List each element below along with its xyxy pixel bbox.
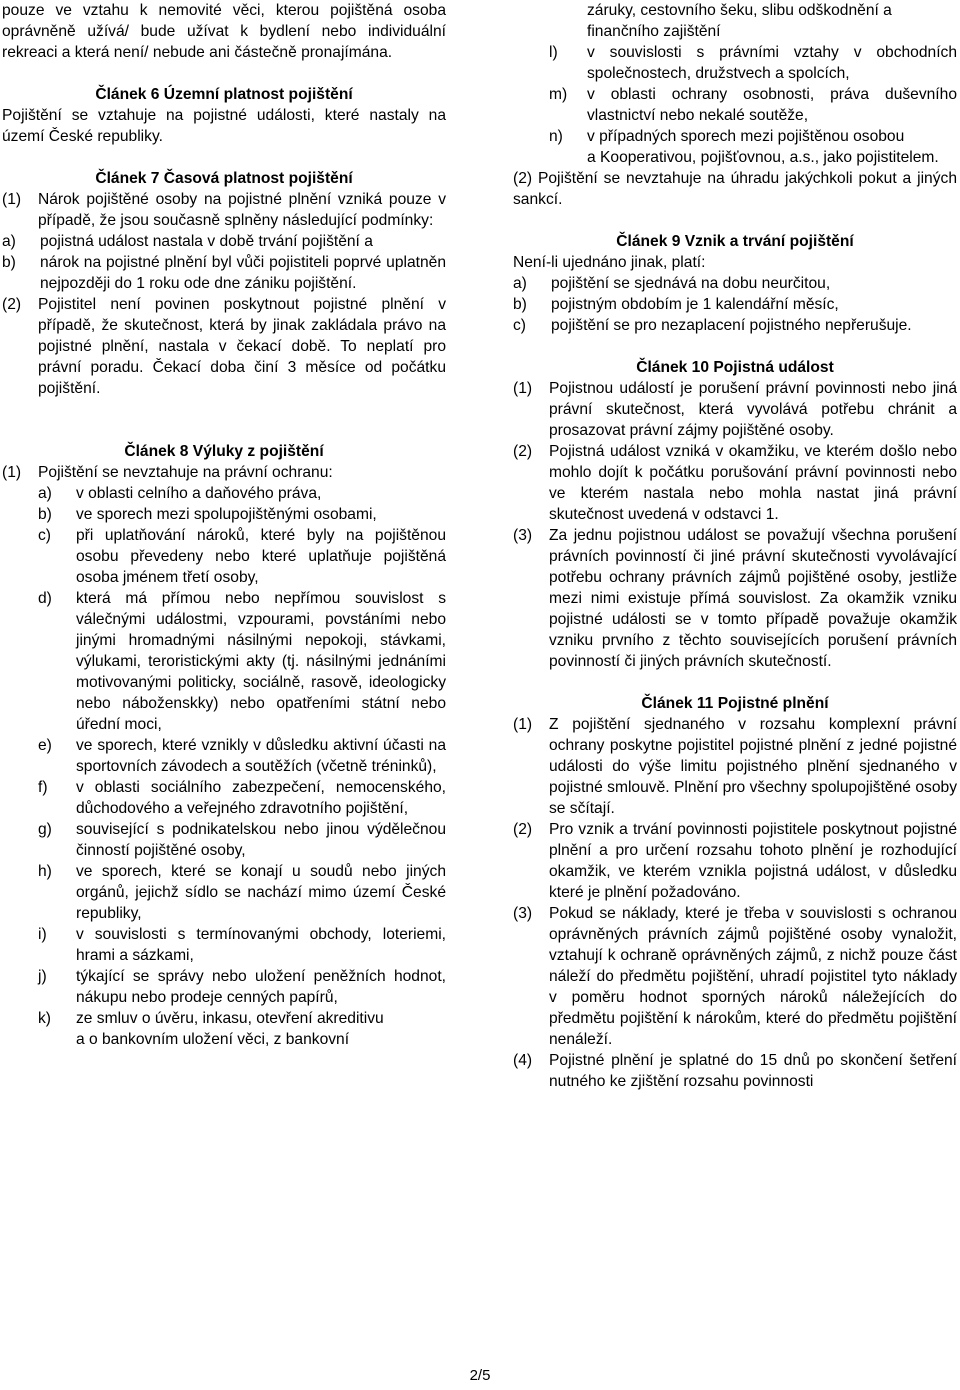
- item-text: nárok na pojistné plnění byl vůči pojistiteli poprvé uplatněn nejpozději do 1 roku ode dne zániku pojištění.: [40, 254, 446, 292]
- paragraph-text: Z pojištění sjednaného v rozsahu komplexní právní ochrany poskytne pojistitel pojistné plnění z jedné pojistné události do výše limitu pojistného plnění sjednaného v pojistné smlouvě. Plnění pro všechny spolupojištěné osoby se sčítají.: [549, 716, 957, 817]
- item-text: pojistná událost nastala v době trvání pojištění a: [40, 233, 373, 250]
- item-text: v oblasti sociálního zabezpečení, nemocenského, důchodového a veřejného zdravotního pojištění,: [76, 779, 446, 817]
- article-10-paragraph-3: [513, 525, 957, 672]
- paragraph-number: (1): [513, 716, 533, 733]
- article-7-paragraph-2: [2, 294, 446, 399]
- item-letter: l): [549, 44, 558, 61]
- article-8-item-k: [38, 1008, 446, 1029]
- item-text: v oblasti celního a daňového práva,: [76, 485, 322, 502]
- paragraph-text: Pokud se náklady, které je třeba v souvislosti s ochranou oprávněných právních zájmů pojištěné osoby vynaložit, vztahují k ochraně oprávněných zájmů, z nichž pouze část náleží do předmětu pojištění, uhradí pojistitel tyto náklady v poměru hodnot sporných nároků náležejících do předmětu pojištění k nárokům, které do předmětu pojištění nenáleží.: [549, 905, 957, 1048]
- item-text: týkající se správy nebo uložení peněžních hodnot, nákupu nebo prodeje cenných papírů,: [76, 968, 446, 1006]
- item-text: pojištění se pro nezaplacení pojistného nepřerušuje.: [551, 317, 912, 334]
- article-11-paragraph-2: [513, 819, 957, 903]
- item-letter: b): [2, 254, 16, 271]
- article-9-item-b: [513, 294, 957, 315]
- article-8-item-i: [38, 924, 446, 966]
- article-8-item-m: [549, 84, 957, 126]
- article-10-paragraph-1: [513, 378, 957, 441]
- paragraph-number: (2): [513, 821, 533, 838]
- page-number: 2/5: [469, 1367, 491, 1384]
- item-letter: b): [513, 296, 527, 313]
- item-letter: f): [38, 779, 48, 796]
- item-letter: j): [38, 968, 47, 985]
- item-text: při uplatňování nároků, které byly na pojištěnou osobu převedeny nebo které uplatňuje pojištěná osoba jménem třetí osoby,: [76, 527, 446, 586]
- article-8-item-k-continuation: a o bankovním uložení věci, z bankovní: [76, 1031, 350, 1048]
- article-10-heading: Článek 10 Pojistná událost: [636, 359, 834, 376]
- right-column: [513, 0, 957, 1092]
- article-11-paragraph-1: [513, 714, 957, 819]
- article-7-item-b: [2, 252, 446, 294]
- article-8-item-h: [38, 861, 446, 924]
- article-8-heading: Článek 8 Výluky z pojištění: [124, 443, 324, 460]
- paragraph-number: (1): [2, 191, 22, 208]
- article-8-paragraph-2: (2) Pojištění se nevztahuje na úhradu jakýchkoli pokut a jiných sankcí.: [513, 170, 957, 208]
- item-text: pojištění se sjednává na dobu neurčitou,: [551, 275, 831, 292]
- left-column: [2, 0, 446, 1050]
- article-8-item-n-continuation: a Kooperativou, pojišťovnou, a.s., jako pojistitelem.: [587, 149, 939, 166]
- paragraph-text: Pojistitel není povinen poskytnout pojistné plnění v případě, že skutečnost, která by jinak zakládala právo na pojistné plnění, nastala v čekací době. To neplatí pro právní poradu. Čekací doba činí 3 měsíce od počátku pojištění.: [38, 296, 446, 397]
- paragraph-number: (1): [513, 380, 533, 397]
- article-8-item-n: [549, 126, 957, 147]
- paragraph-number: (4): [513, 1052, 533, 1069]
- paragraph-number: (1): [2, 464, 22, 481]
- item-letter: e): [38, 737, 52, 754]
- article-8-item-e: [38, 735, 446, 777]
- paragraph-number: (3): [513, 905, 533, 922]
- item-k-continuation: záruky, cestovního šeku, slibu odškodnění a finančního zajištění: [587, 2, 892, 40]
- article-7-paragraph-1: [2, 189, 446, 231]
- item-letter: m): [549, 86, 568, 103]
- paragraph-text: Pro vznik a trvání povinnosti pojistitele poskytnout pojistné plnění a pro určení rozsahu tohoto plnění je rozhodující okamžik, ve kterém vznikla pojistná událost, v důsledku které je plnění požadováno.: [549, 821, 957, 901]
- item-letter: b): [38, 506, 52, 523]
- item-letter: i): [38, 926, 47, 943]
- article-8-item-b: [38, 504, 446, 525]
- article-7-heading: Článek 7 Časová platnost pojištění: [95, 170, 353, 187]
- article-8-item-c: [38, 525, 446, 588]
- item-text: ve sporech, které vznikly v důsledku aktivní účasti na sportovních závodech a soutěžích (včetně tréninků),: [76, 737, 446, 775]
- item-text: která má přímou nebo nepřímou souvislost s válečnými událostmi, vzpourami, povstáními nebo jinými hromadnými násilnými nepokoji, stávkami, výlukami, teroristickými akty (tj. násilnými jednáními motivovanými politicky, sociálně, rasově, ideologicky nebo náboženskky) nebo opatřeními státní nebo úřední moci,: [76, 590, 446, 733]
- item-letter: k): [38, 1010, 51, 1027]
- item-letter: c): [513, 317, 526, 334]
- article-6-heading: Článek 6 Územní platnost pojištění: [95, 86, 353, 103]
- article-8-item-a: [38, 483, 446, 504]
- article-11-heading: Článek 11 Pojistné plnění: [641, 695, 829, 712]
- item-text: v souvislosti s právními vztahy v obchodních společnostech, družstvech a spolcích,: [587, 44, 957, 82]
- paragraph-number: (2): [2, 296, 22, 313]
- paragraph-text: Pojištění se nevztahuje na právní ochranu:: [38, 464, 333, 481]
- item-text: související s podnikatelskou nebo jinou výdělečnou činností pojištěné osoby,: [76, 821, 446, 859]
- item-text: v oblasti ochrany osobnosti, práva duševního vlastnictví nebo nekalé soutěže,: [587, 86, 957, 124]
- article-11-paragraph-3: [513, 903, 957, 1050]
- paragraph-text: Pojistná událost vzniká v okamžiku, ve kterém došlo nebo mohlo dojít k počátku porušování právní povinnosti nebo ve kterém nastala nebo mohla nastat jiná právní skutečnost uvedená v odstavci 1.: [549, 443, 957, 523]
- intro-paragraph: pouze ve vztahu k nemovité věci, kterou pojištěná osoba oprávněně užívá/ bude užívat k bydlení nebo individuální rekreaci a která není/ nebude ani částečně pronajímána.: [2, 2, 446, 61]
- article-9-heading: Článek 9 Vznik a trvání pojištění: [616, 233, 854, 250]
- article-9-intro: Není-li ujednáno jinak, platí:: [513, 254, 706, 271]
- item-text: v případných sporech mezi pojištěnou osobou: [587, 128, 905, 145]
- paragraph-number: (3): [513, 527, 533, 544]
- item-text: ve sporech, které se konají u soudů nebo jiných orgánů, jejichž sídlo se nachází mimo území České republiky,: [76, 863, 446, 922]
- item-letter: n): [549, 128, 563, 145]
- item-letter: g): [38, 821, 52, 838]
- article-8-item-f: [38, 777, 446, 819]
- article-10-paragraph-2: [513, 441, 957, 525]
- item-letter: h): [38, 863, 52, 880]
- article-9-item-c: [513, 315, 957, 336]
- item-letter: c): [38, 527, 51, 544]
- article-8-item-l: [549, 42, 957, 84]
- paragraph-text: Pojistnou událostí je porušení právní povinnosti nebo jiná právní skutečnost, která vyvolává potřebu chránit a prosazovat právní zájmy pojištěné osoby.: [549, 380, 957, 439]
- article-7-item-a: [2, 231, 446, 252]
- article-8-item-j: [38, 966, 446, 1008]
- item-letter: a): [513, 275, 527, 292]
- item-text: pojistným obdobím je 1 kalendářní měsíc,: [551, 296, 839, 313]
- article-9-item-a: [513, 273, 957, 294]
- item-letter: a): [38, 485, 52, 502]
- item-text: ve sporech mezi spolupojištěnými osobami,: [76, 506, 377, 523]
- item-letter: d): [38, 590, 52, 607]
- article-8-paragraph-1: [2, 462, 446, 483]
- paragraph-text: Pojistné plnění je splatné do 15 dnů po skončení šetření nutného ke zjištění rozsahu povinnosti: [549, 1052, 957, 1090]
- article-8-item-d: [38, 588, 446, 735]
- paragraph-text: Nárok pojištěné osoby na pojistné plnění vzniká pouze v případě, že jsou současně splněny následující podmínky:: [38, 191, 446, 229]
- paragraph-number: (2): [513, 443, 533, 460]
- article-8-item-g: [38, 819, 446, 861]
- paragraph-text: Za jednu pojistnou událost se považují všechna porušení právních povinností či jiné právní skutečnosti vyvolávající potřebu ochrany právních zájmů pojištěné osoby, jestliže mezi nimi existuje přímá souvislost. Za okamžik vzniku pojistné události se v tomto případě považuje okamžik vzniku prvního z těchto souvisejících porušení právních povinností či jiných právních skutečností.: [549, 527, 957, 670]
- item-text: v souvislosti s termínovanými obchody, loteriemi, hrami a sázkami,: [76, 926, 446, 964]
- item-letter: a): [2, 233, 16, 250]
- article-6-text: Pojištění se vztahuje na pojistné události, které nastaly na území České republiky.: [2, 107, 446, 145]
- item-text: ze smluv o úvěru, inkasu, otevření akreditivu: [76, 1010, 384, 1027]
- article-11-paragraph-4: [513, 1050, 957, 1092]
